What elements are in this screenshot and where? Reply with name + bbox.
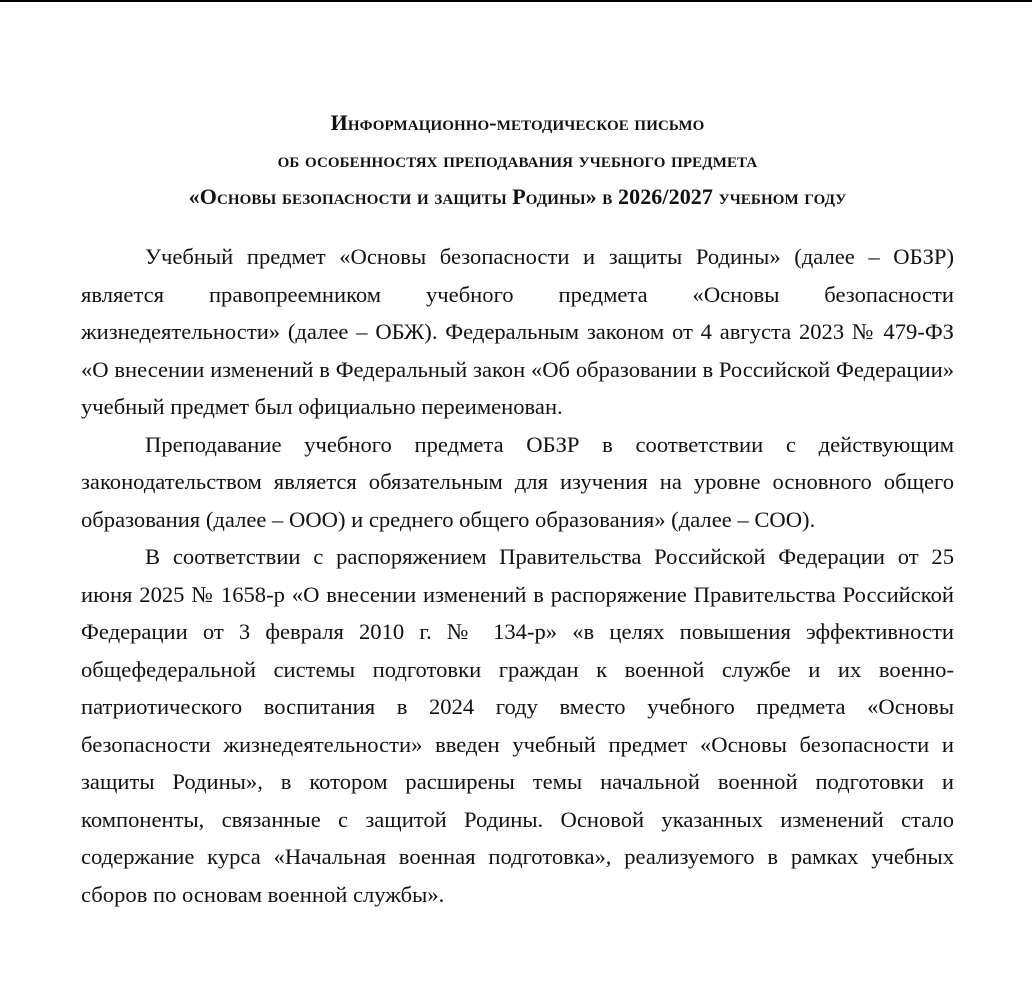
- title-line-1: Информационно-методическое письмо: [330, 110, 705, 135]
- document-page: [81, 0, 954, 913]
- document-body: [81, 238, 954, 913]
- title-line-2: об особенностях преподавания учебного предмета: [277, 147, 758, 172]
- paragraph-3: В соответствии с распоряжением Правительства Российской Федерации от 25 июня 2025 № 1658-р «О внесении изменений в распоряжение Правительства Российской Федерации от 3 февраля 2010 г. № 134-р» «в целях повышения эффективности общефедеральной системы подготовки граждан к военной службе и их военно-патриотического воспитания в 2024 году вместо учебного предмета «Основы безопасности жизнедеятельности» введен учебный предмет «Основы безопасности и защиты Родины», в котором расширены темы начальной военной подготовки и компоненты, связанные с защитой Родины. Основой указанных изменений стало содержание курса «Начальная военная подготовка», реализуемого в рамках учебных сборов по основам военной службы».: [81, 544, 954, 907]
- document-title: [81, 104, 954, 215]
- title-line-3: «Основы безопасности и защиты Родины» в 2026/2027 учебном году: [188, 184, 847, 209]
- paragraph-1: Учебный предмет «Основы безопасности и защиты Родины» (далее – ОБЗР) является правопреемником учебного предмета «Основы безопасности жизнедеятельности» (далее – ОБЖ). Федеральным законом от 4 августа 2023 № 479-ФЗ «О внесении изменений в Федеральный закон «Об образовании в Российской Федерации» учебный предмет был официально переименован.: [81, 244, 954, 419]
- paragraph-2: Преподавание учебного предмета ОБЗР в соответствии с действующим законодательством является обязательным для изучения на уровне основного общего образования (далее – ООО) и среднего общего образования» (далее – СОО).: [81, 431, 954, 532]
